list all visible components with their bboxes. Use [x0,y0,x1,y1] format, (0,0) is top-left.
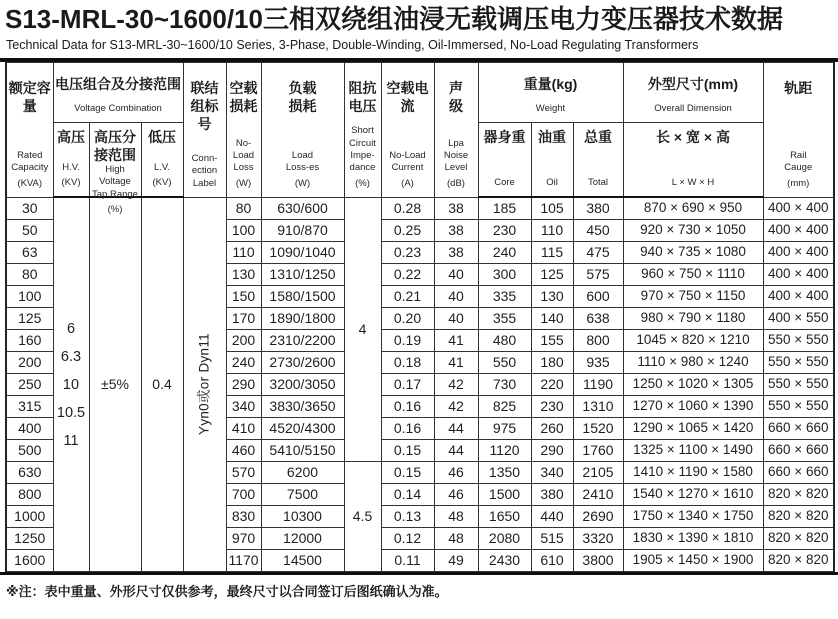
cell-capacity: 200 [6,351,53,373]
cell-dimension: 1290 × 1065 × 1420 [623,417,763,439]
header-rail-gauge: 轨距 Rail Cauge (mm) [763,62,834,197]
cell-noise-level: 44 [434,417,478,439]
cell-capacity: 80 [6,263,53,285]
header-connection-label: 联结组标号 Conn-ection Label [183,62,226,197]
cell-core-weight: 730 [478,373,531,395]
header-core-weight: 器身重 Core [478,122,531,197]
cell-core-weight: 975 [478,417,531,439]
cell-core-weight: 1120 [478,439,531,461]
cell-no-load-current: 0.14 [381,483,434,505]
page-title: S13-MRL-30~1600/10三相双绕组油浸无载调压电力变压器技术数据 [5,4,783,34]
cell-load-loss: 7500 [261,483,344,505]
cell-load-loss: 6200 [261,461,344,483]
cell-no-load-loss: 170 [226,307,261,329]
cell-dimension: 1830 × 1390 × 1810 [623,527,763,549]
cell-no-load-current: 0.28 [381,197,434,219]
cell-no-load-loss: 110 [226,241,261,263]
cell-load-loss: 14500 [261,549,344,571]
cell-total-weight: 1760 [573,439,623,461]
cell-no-load-loss: 130 [226,263,261,285]
footnote: ※注：表中重量、外形尺寸仅供参考，最终尺寸以合同签订后图纸确认为准。 [6,583,448,599]
cell-no-load-current: 0.18 [381,351,434,373]
cell-noise-level: 48 [434,505,478,527]
cell-oil-weight: 140 [531,307,573,329]
cell-rail-gauge: 660 × 660 [763,439,834,461]
cell-capacity: 30 [6,197,53,219]
cell-core-weight: 185 [478,197,531,219]
cell-oil-weight: 155 [531,329,573,351]
cell-oil-weight: 180 [531,351,573,373]
cell-oil-weight: 610 [531,549,573,571]
cell-no-load-loss: 150 [226,285,261,307]
cell-impedance: 4.5 [344,461,381,571]
cell-impedance: 4 [344,197,381,461]
cell-dimension: 980 × 790 × 1180 [623,307,763,329]
cell-rail-gauge: 550 × 550 [763,373,834,395]
cell-rail-gauge: 820 × 820 [763,483,834,505]
cell-capacity: 50 [6,219,53,241]
cell-no-load-loss: 80 [226,197,261,219]
cell-core-weight: 355 [478,307,531,329]
cell-rail-gauge: 820 × 820 [763,527,834,549]
cell-capacity: 100 [6,285,53,307]
cell-capacity: 630 [6,461,53,483]
cell-core-weight: 230 [478,219,531,241]
cell-oil-weight: 105 [531,197,573,219]
cell-oil-weight: 440 [531,505,573,527]
cell-oil-weight: 110 [531,219,573,241]
header-hv: 高压 H.V. (KV) [53,122,89,197]
cell-total-weight: 2690 [573,505,623,527]
header-no-load-loss: 空载损耗 No-Load Loss (W) [226,62,261,197]
cell-dimension: 1250 × 1020 × 1305 [623,373,763,395]
cell-rail-gauge: 550 × 550 [763,329,834,351]
cell-no-load-current: 0.23 [381,241,434,263]
header-tap-range: 高压分接范围 High Voltage Tap Range (%) [89,122,141,197]
cell-total-weight: 3800 [573,549,623,571]
cell-no-load-current: 0.13 [381,505,434,527]
cell-rail-gauge: 660 × 660 [763,461,834,483]
cell-tap-range: ±5% [89,197,141,571]
cell-total-weight: 800 [573,329,623,351]
cell-capacity: 160 [6,329,53,351]
cell-no-load-current: 0.12 [381,527,434,549]
cell-connection-label [183,197,226,571]
cell-dimension: 1270 × 1060 × 1390 [623,395,763,417]
cell-dimension: 1905 × 1450 × 1900 [623,549,763,571]
cell-noise-level: 40 [434,285,478,307]
cell-capacity: 1000 [6,505,53,527]
cell-no-load-loss: 340 [226,395,261,417]
cell-load-loss: 3200/3050 [261,373,344,395]
cell-oil-weight: 340 [531,461,573,483]
cell-capacity: 1250 [6,527,53,549]
cell-dimension: 1045 × 820 × 1210 [623,329,763,351]
cell-dimension: 1110 × 980 × 1240 [623,351,763,373]
cell-dimension: 1410 × 1190 × 1580 [623,461,763,483]
cell-load-loss: 4520/4300 [261,417,344,439]
cell-rail-gauge: 820 × 820 [763,549,834,571]
cell-oil-weight: 130 [531,285,573,307]
cell-rail-gauge: 400 × 400 [763,263,834,285]
cell-rail-gauge: 550 × 550 [763,395,834,417]
cell-core-weight: 300 [478,263,531,285]
cell-oil-weight: 115 [531,241,573,263]
cell-noise-level: 42 [434,395,478,417]
cell-total-weight: 475 [573,241,623,263]
cell-core-weight: 240 [478,241,531,263]
cell-core-weight: 335 [478,285,531,307]
cell-load-loss: 910/870 [261,219,344,241]
cell-noise-level: 38 [434,219,478,241]
cell-capacity: 800 [6,483,53,505]
cell-rail-gauge: 400 × 550 [763,307,834,329]
cell-core-weight: 550 [478,351,531,373]
cell-load-loss: 1580/1500 [261,285,344,307]
cell-dimension: 870 × 690 × 950 [623,197,763,219]
cell-total-weight: 1520 [573,417,623,439]
cell-capacity: 500 [6,439,53,461]
cell-dimension: 1750 × 1340 × 1750 [623,505,763,527]
cell-no-load-loss: 290 [226,373,261,395]
cell-no-load-current: 0.22 [381,263,434,285]
cell-no-load-current: 0.16 [381,417,434,439]
cell-noise-level: 49 [434,549,478,571]
cell-total-weight: 1190 [573,373,623,395]
cell-rail-gauge: 400 × 400 [763,285,834,307]
cell-dimension: 970 × 750 × 1150 [623,285,763,307]
cell-load-loss: 1090/1040 [261,241,344,263]
cell-noise-level: 46 [434,483,478,505]
cell-no-load-loss: 100 [226,219,261,241]
table-body [6,197,834,571]
cell-noise-level: 41 [434,351,478,373]
cell-load-loss: 5410/5150 [261,439,344,461]
hv-value: 10.5 [56,404,86,421]
cell-oil-weight: 260 [531,417,573,439]
cell-noise-level: 40 [434,263,478,285]
page-subtitle: Technical Data for S13-MRL-30~1600/10 Series, 3-Phase, Double-Winding, Oil-Immersed, No-Load Regulating Transformers [6,37,699,52]
cell-rail-gauge: 550 × 550 [763,351,834,373]
cell-rail-gauge: 660 × 660 [763,417,834,439]
cell-capacity: 400 [6,417,53,439]
header-lwh: 长 × 宽 × 高 L × W × H [623,122,763,197]
cell-core-weight: 825 [478,395,531,417]
cell-load-loss: 12000 [261,527,344,549]
cell-noise-level: 44 [434,439,478,461]
cell-dimension: 960 × 750 × 1110 [623,263,763,285]
divider-bottom [0,572,838,575]
cell-no-load-loss: 700 [226,483,261,505]
cell-rail-gauge: 400 × 400 [763,241,834,263]
cell-oil-weight: 220 [531,373,573,395]
cell-dimension: 1540 × 1270 × 1610 [623,483,763,505]
header-dimension-group: 外型尺寸(mm) Overall Dimension [623,62,763,122]
cell-capacity: 63 [6,241,53,263]
cell-dimension: 920 × 730 × 1050 [623,219,763,241]
hv-value: 11 [63,432,79,449]
cell-noise-level: 46 [434,461,478,483]
cell-total-weight: 935 [573,351,623,373]
cell-capacity: 125 [6,307,53,329]
cell-core-weight: 1350 [478,461,531,483]
cell-rail-gauge: 820 × 820 [763,505,834,527]
cell-oil-weight: 230 [531,395,573,417]
cell-no-load-current: 0.16 [381,395,434,417]
header-voltage-group: 电压组合及分接范围 Voltage Combination [53,62,183,122]
cell-core-weight: 1500 [478,483,531,505]
header-rated-capacity: 额定容量 Rated Capacity (KVA) [6,62,53,197]
cell-no-load-current: 0.25 [381,219,434,241]
cell-rail-gauge: 400 × 400 [763,219,834,241]
cell-no-load-loss: 970 [226,527,261,549]
spec-table [5,62,835,572]
cell-no-load-loss: 200 [226,329,261,351]
hv-value: 10 [62,376,80,393]
cell-rail-gauge: 400 × 400 [763,197,834,219]
cell-no-load-loss: 410 [226,417,261,439]
header-oil-weight: 油重 Oil [531,122,573,197]
hv-value: 6.3 [60,348,82,365]
cell-no-load-current: 0.20 [381,307,434,329]
cell-noise-level: 42 [434,373,478,395]
cell-noise-level: 41 [434,329,478,351]
cell-total-weight: 575 [573,263,623,285]
cell-no-load-current: 0.19 [381,329,434,351]
cell-total-weight: 3320 [573,527,623,549]
cell-capacity: 250 [6,373,53,395]
header-weight-group: 重量(kg) Weight [478,62,623,122]
cell-total-weight: 450 [573,219,623,241]
cell-no-load-current: 0.15 [381,461,434,483]
cell-noise-level: 40 [434,307,478,329]
cell-core-weight: 2430 [478,549,531,571]
hv-value-stack [54,315,89,455]
connection-label-rotated: Yyn0或or Dyn11 [196,333,212,436]
cell-load-loss: 1890/1800 [261,307,344,329]
cell-dimension: 1325 × 1100 × 1490 [623,439,763,461]
cell-no-load-loss: 830 [226,505,261,527]
cell-no-load-current: 0.21 [381,285,434,307]
cell-load-loss: 630/600 [261,197,344,219]
cell-no-load-loss: 1170 [226,549,261,571]
cell-load-loss: 1310/1250 [261,263,344,285]
cell-load-loss: 2730/2600 [261,351,344,373]
header-impedance: 阻抗电压 Short Circuit Impe-dance (%) [344,62,381,197]
cell-total-weight: 2410 [573,483,623,505]
hv-value: 6 [66,320,76,337]
cell-core-weight: 2080 [478,527,531,549]
cell-oil-weight: 515 [531,527,573,549]
cell-capacity: 315 [6,395,53,417]
header-load-loss: 负载损耗 Load Loss-es (W) [261,62,344,197]
cell-no-load-current: 0.15 [381,439,434,461]
cell-no-load-loss: 570 [226,461,261,483]
cell-no-load-loss: 240 [226,351,261,373]
cell-lv-value: 0.4 [141,197,183,571]
cell-dimension: 940 × 735 × 1080 [623,241,763,263]
cell-load-loss: 10300 [261,505,344,527]
cell-total-weight: 2105 [573,461,623,483]
header-noise-level: 声级 Lpa Noise Level (dB) [434,62,478,197]
header-lv: 低压 L.V. (KV) [141,122,183,197]
cell-noise-level: 38 [434,241,478,263]
cell-no-load-loss: 460 [226,439,261,461]
cell-core-weight: 1650 [478,505,531,527]
cell-total-weight: 600 [573,285,623,307]
cell-total-weight: 638 [573,307,623,329]
cell-oil-weight: 380 [531,483,573,505]
cell-capacity: 1600 [6,549,53,571]
cell-total-weight: 380 [573,197,623,219]
cell-noise-level: 38 [434,197,478,219]
cell-load-loss: 2310/2200 [261,329,344,351]
cell-oil-weight: 125 [531,263,573,285]
cell-hv-values [53,197,89,571]
cell-no-load-current: 0.17 [381,373,434,395]
cell-noise-level: 48 [434,527,478,549]
cell-core-weight: 480 [478,329,531,351]
cell-no-load-current: 0.11 [381,549,434,571]
header-total-weight: 总重 Total [573,122,623,197]
cell-oil-weight: 290 [531,439,573,461]
cell-total-weight: 1310 [573,395,623,417]
cell-load-loss: 3830/3650 [261,395,344,417]
header-no-load-current: 空载电流 No-Load Current (A) [381,62,434,197]
